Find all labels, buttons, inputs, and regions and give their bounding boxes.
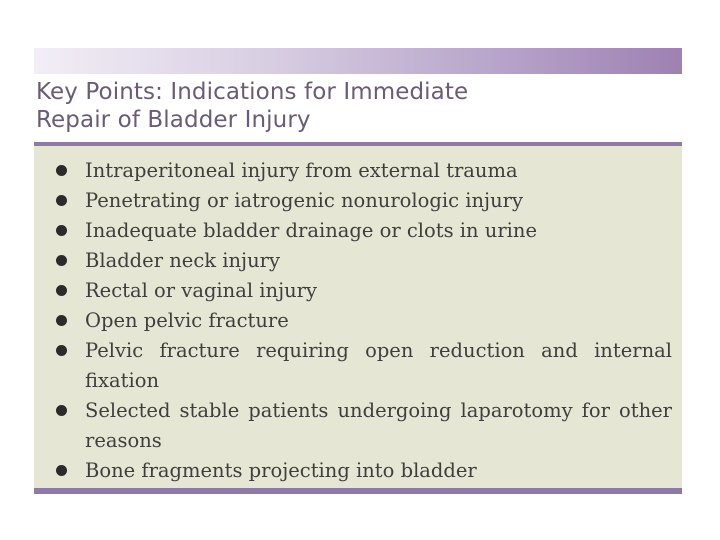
list-item [56, 246, 672, 276]
list-item [56, 456, 672, 486]
bullet-icon [56, 285, 67, 296]
list-item [56, 216, 672, 246]
bullet-icon [56, 315, 67, 326]
list-item-text: Bladder neck injury [85, 249, 280, 272]
title-line-1: Key Points: Indications for Immediate [36, 79, 469, 105]
bullet-icon [56, 465, 67, 476]
header-gradient-bar [34, 48, 682, 74]
list-item-text: Inadequate bladder drainage or clots in urine [85, 219, 538, 242]
points-list [56, 156, 672, 486]
list-item-text: Rectal or vaginal injury [85, 279, 318, 302]
list-item-text: Pelvic fracture requiring open reduction and internal fixation [85, 339, 672, 392]
list-item-text: Selected stable patients undergoing laparotomy for other reasons [85, 399, 672, 452]
list-item [56, 186, 672, 216]
box-title [36, 78, 468, 134]
key-points-box [34, 48, 682, 494]
list-item [56, 306, 672, 336]
bullet-icon [56, 405, 67, 416]
list-item-text: Open pelvic fracture [85, 309, 289, 332]
list-item [56, 336, 672, 396]
list-item-text: Intraperitoneal injury from external trauma [85, 159, 518, 182]
bullet-icon [56, 195, 67, 206]
bullet-icon [56, 165, 67, 176]
list-item [56, 396, 672, 456]
bullet-icon [56, 225, 67, 236]
list-item-text: Penetrating or iatrogenic nonurologic injury [85, 189, 523, 212]
list-item [56, 156, 672, 186]
bottom-divider [34, 488, 682, 494]
title-line-2: Repair of Bladder Injury [36, 107, 311, 133]
bullet-icon [56, 255, 67, 266]
list-item [56, 276, 672, 306]
bullet-icon [56, 345, 67, 356]
list-item-text: Bone fragments projecting into bladder [85, 459, 477, 482]
points-panel [34, 146, 682, 488]
